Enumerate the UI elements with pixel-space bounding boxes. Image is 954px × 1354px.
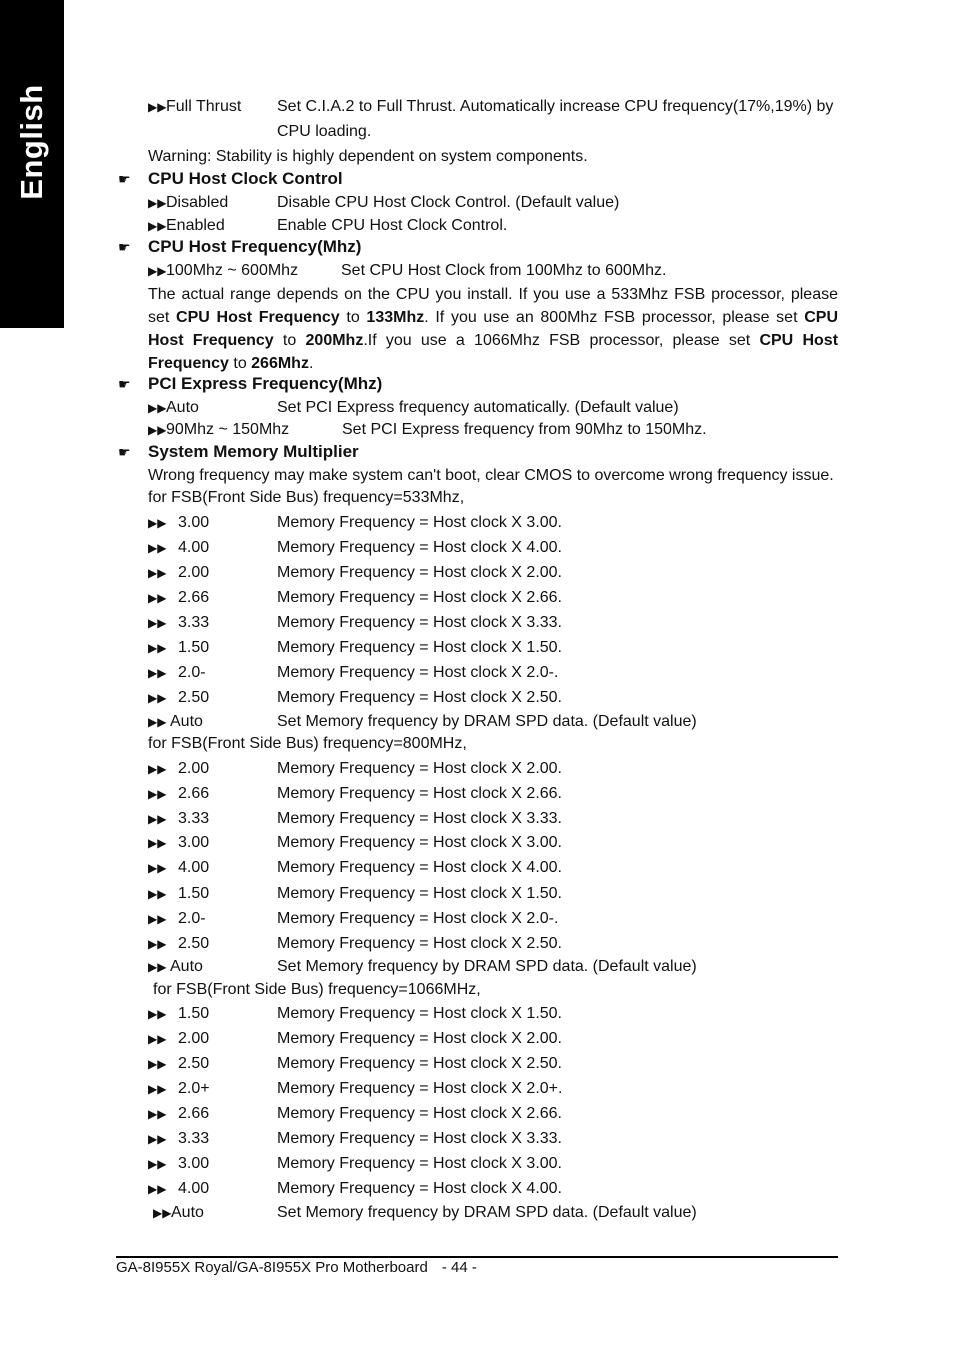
section-heading: System Memory Multiplier [148, 442, 359, 461]
multiplier-item: ▶▶ 2.50 [148, 1055, 210, 1072]
multiplier-desc: Memory Frequency = Host clock X 2.00. [277, 760, 562, 777]
multiplier-item: ▶▶ 4.00 [148, 1180, 210, 1197]
multiplier-desc: Memory Frequency = Host clock X 2.50. [277, 689, 562, 706]
multiplier-desc: Memory Frequency = Host clock X 2.50. [277, 935, 562, 952]
multiplier-item: ▶▶ 4.00 [148, 859, 210, 876]
double-arrow-icon: ▶▶ [148, 566, 167, 580]
double-arrow-icon: ▶▶ [148, 715, 167, 729]
page-footer [116, 1258, 477, 1278]
double-arrow-icon: ▶▶ [148, 1007, 167, 1021]
multiplier-item: ▶▶ 2.0- [148, 664, 206, 681]
option-desc: Enable CPU Host Clock Control. [277, 217, 508, 234]
multiplier-desc: Set Memory frequency by DRAM SPD data. (Default value) [277, 958, 697, 975]
multiplier-desc: Memory Frequency = Host clock X 2.0-. [277, 910, 559, 927]
multiplier-desc: Memory Frequency = Host clock X 3.33. [277, 614, 562, 631]
multiplier-item: ▶▶ 2.00 [148, 564, 210, 581]
double-arrow-icon: ▶▶ [148, 937, 167, 951]
double-arrow-icon: ▶▶ [148, 762, 167, 776]
option-key: 90Mhz ~ 150Mhz [166, 421, 290, 438]
multiplier-desc: Memory Frequency = Host clock X 2.0-. [277, 664, 559, 681]
option-key: Enabled [166, 217, 225, 234]
multiplier-desc: Memory Frequency = Host clock X 2.66. [277, 589, 562, 606]
multiplier-item: ▶▶ 3.33 [148, 1130, 210, 1147]
double-arrow-icon: ▶▶ [148, 264, 167, 278]
double-arrow-icon: ▶▶ [148, 100, 167, 114]
double-arrow-icon: ▶▶ [148, 541, 167, 555]
option-desc: Set PCI Express frequency automatically. (Default value) [277, 399, 679, 416]
multiplier-desc: Memory Frequency = Host clock X 4.00. [277, 859, 562, 876]
multiplier-item: ▶▶ 2.0- [148, 910, 206, 927]
multiplier-desc: Memory Frequency = Host clock X 3.00. [277, 1155, 562, 1172]
multiplier-item: ▶▶ 1.50 [148, 639, 210, 656]
multiplier-auto: ▶▶ Auto [148, 958, 203, 975]
double-arrow-icon: ▶▶ [148, 812, 167, 826]
option-key: Auto [166, 399, 199, 416]
multiplier-desc: Memory Frequency = Host clock X 3.00. [277, 834, 562, 851]
pointing-hand-icon: ☛ [118, 376, 131, 392]
multiplier-item: ▶▶ 1.50 [148, 885, 210, 902]
double-arrow-icon: ▶▶ [148, 591, 167, 605]
multiplier-desc: Memory Frequency = Host clock X 3.00. [277, 514, 562, 531]
double-arrow-icon: ▶▶ [148, 1082, 167, 1096]
option-desc: Set PCI Express frequency from 90Mhz to 150Mhz. [342, 421, 707, 438]
double-arrow-icon: ▶▶ [148, 401, 167, 415]
multiplier-desc: Memory Frequency = Host clock X 2.50. [277, 1055, 562, 1072]
section-heading: CPU Host Frequency(Mhz) [148, 237, 362, 256]
multiplier-item: ▶▶ 2.50 [148, 935, 210, 952]
multiplier-item: ▶▶ 3.00 [148, 1155, 210, 1172]
multiplier-desc: Memory Frequency = Host clock X 4.00. [277, 1180, 562, 1197]
double-arrow-icon: ▶▶ [148, 887, 167, 901]
multiplier-item: ▶▶ 3.00 [148, 834, 210, 851]
double-arrow-icon: ▶▶ [148, 861, 167, 875]
multiplier-item: ▶▶ 2.00 [148, 760, 210, 777]
footer-model: GA-8I955X Royal/GA-8I955X Pro Motherboard [116, 1259, 428, 1276]
multiplier-desc: Memory Frequency = Host clock X 3.33. [277, 1130, 562, 1147]
double-arrow-icon: ▶▶ [148, 616, 167, 630]
language-side-tab [0, 0, 64, 328]
option-desc: Set CPU Host Clock from 100Mhz to 600Mhz. [341, 262, 667, 279]
double-arrow-icon: ▶▶ [148, 912, 167, 926]
double-arrow-icon: ▶▶ [148, 836, 167, 850]
multiplier-desc: Set Memory frequency by DRAM SPD data. (Default value) [277, 713, 697, 730]
double-arrow-icon: ▶▶ [148, 691, 167, 705]
fsb-group-label: for FSB(Front Side Bus) frequency=800MHz, [148, 735, 467, 752]
option-key: Full Thrust [166, 98, 242, 115]
multiplier-desc: Memory Frequency = Host clock X 2.0+. [277, 1080, 563, 1097]
section-heading: PCI Express Frequency(Mhz) [148, 374, 383, 393]
double-arrow-icon: ▶▶ [148, 516, 167, 530]
double-arrow-icon: ▶▶ [148, 1182, 167, 1196]
multiplier-desc: Memory Frequency = Host clock X 4.00. [277, 539, 562, 556]
double-arrow-icon: ▶▶ [148, 666, 167, 680]
double-arrow-icon: ▶▶ [148, 1157, 167, 1171]
language-label: English [14, 84, 49, 200]
pointing-hand-icon: ☛ [118, 171, 131, 187]
multiplier-desc: Memory Frequency = Host clock X 2.00. [277, 564, 562, 581]
multiplier-desc: Memory Frequency = Host clock X 1.50. [277, 1005, 562, 1022]
section-heading: CPU Host Clock Control [148, 169, 343, 188]
fsb-group-label: for FSB(Front Side Bus) frequency=1066MHz, [153, 981, 481, 998]
double-arrow-icon: ▶▶ [148, 1032, 167, 1046]
double-arrow-icon: ▶▶ [148, 196, 167, 210]
option-desc: Set C.I.A.2 to Full Thrust. Automatically increase CPU frequency(17%,19%) by [277, 98, 834, 115]
multiplier-item: ▶▶ 3.33 [148, 614, 210, 631]
double-arrow-icon: ▶▶ [148, 1057, 167, 1071]
multiplier-item: ▶▶ 3.33 [148, 810, 210, 827]
cpu-frequency-note: The actual range depends on the CPU you install. If you use a 533Mhz FSB processor, please set CPU Host Frequency to 133Mhz. If you use an 800Mhz FSB processor, please set CPU Host Frequency to 200Mhz.If you use a 1066Mhz FSB processor, please set CPU Host Frequency to 266Mhz. [148, 286, 839, 372]
multiplier-desc: Set Memory frequency by DRAM SPD data. (Default value) [277, 1204, 697, 1221]
multiplier-desc: Memory Frequency = Host clock X 2.00. [277, 1030, 562, 1047]
multiplier-item: ▶▶ 2.66 [148, 1105, 210, 1122]
double-arrow-icon: ▶▶ [148, 641, 167, 655]
double-arrow-icon: ▶▶ [148, 1132, 167, 1146]
multiplier-item: ▶▶ 4.00 [148, 539, 210, 556]
multiplier-item: ▶▶ 1.50 [148, 1005, 210, 1022]
option-range [148, 261, 298, 281]
option-enabled [148, 216, 225, 236]
multiplier-desc: Memory Frequency = Host clock X 1.50. [277, 639, 562, 656]
option-full-thrust [148, 97, 241, 117]
double-arrow-icon: ▶▶ [148, 219, 167, 233]
double-arrow-icon: ▶▶ [148, 1107, 167, 1121]
multiplier-item: ▶▶ 2.66 [148, 785, 210, 802]
double-arrow-icon: ▶▶ [153, 1206, 172, 1220]
multiplier-item: ▶▶ 3.00 [148, 514, 210, 531]
multiplier-desc: Memory Frequency = Host clock X 1.50. [277, 885, 562, 902]
double-arrow-icon: ▶▶ [148, 960, 167, 974]
multiplier-auto: ▶▶Auto [153, 1204, 204, 1221]
double-arrow-icon: ▶▶ [148, 787, 167, 801]
multiplier-item: ▶▶ 2.0+ [148, 1080, 210, 1097]
multiplier-item: ▶▶ 2.66 [148, 589, 210, 606]
multiplier-item: ▶▶ 2.00 [148, 1030, 210, 1047]
pointing-hand-icon: ☛ [118, 239, 131, 255]
option-desc-cont: CPU loading. [277, 123, 372, 140]
option-key: 100Mhz ~ 600Mhz [166, 262, 299, 279]
multiplier-desc: Memory Frequency = Host clock X 2.66. [277, 1105, 562, 1122]
option-key: Disabled [166, 194, 229, 211]
warning-text: Warning: Stability is highly dependent on system components. [148, 148, 588, 165]
option-range [148, 420, 289, 440]
option-disabled [148, 193, 228, 213]
memory-multiplier-intro: Wrong frequency may make system can't boot, clear CMOS to overcome wrong frequency issue. [148, 467, 834, 484]
pointing-hand-icon: ☛ [118, 444, 131, 460]
option-desc: Disable CPU Host Clock Control. (Default value) [277, 194, 620, 211]
multiplier-auto: ▶▶ Auto [148, 713, 203, 730]
option-auto [148, 398, 199, 418]
multiplier-desc: Memory Frequency = Host clock X 2.66. [277, 785, 562, 802]
multiplier-item: ▶▶ 2.50 [148, 689, 210, 706]
double-arrow-icon: ▶▶ [148, 423, 167, 437]
fsb-group-label: for FSB(Front Side Bus) frequency=533Mhz, [148, 489, 465, 506]
multiplier-desc: Memory Frequency = Host clock X 3.33. [277, 810, 562, 827]
page-number: - 44 - [441, 1259, 477, 1276]
